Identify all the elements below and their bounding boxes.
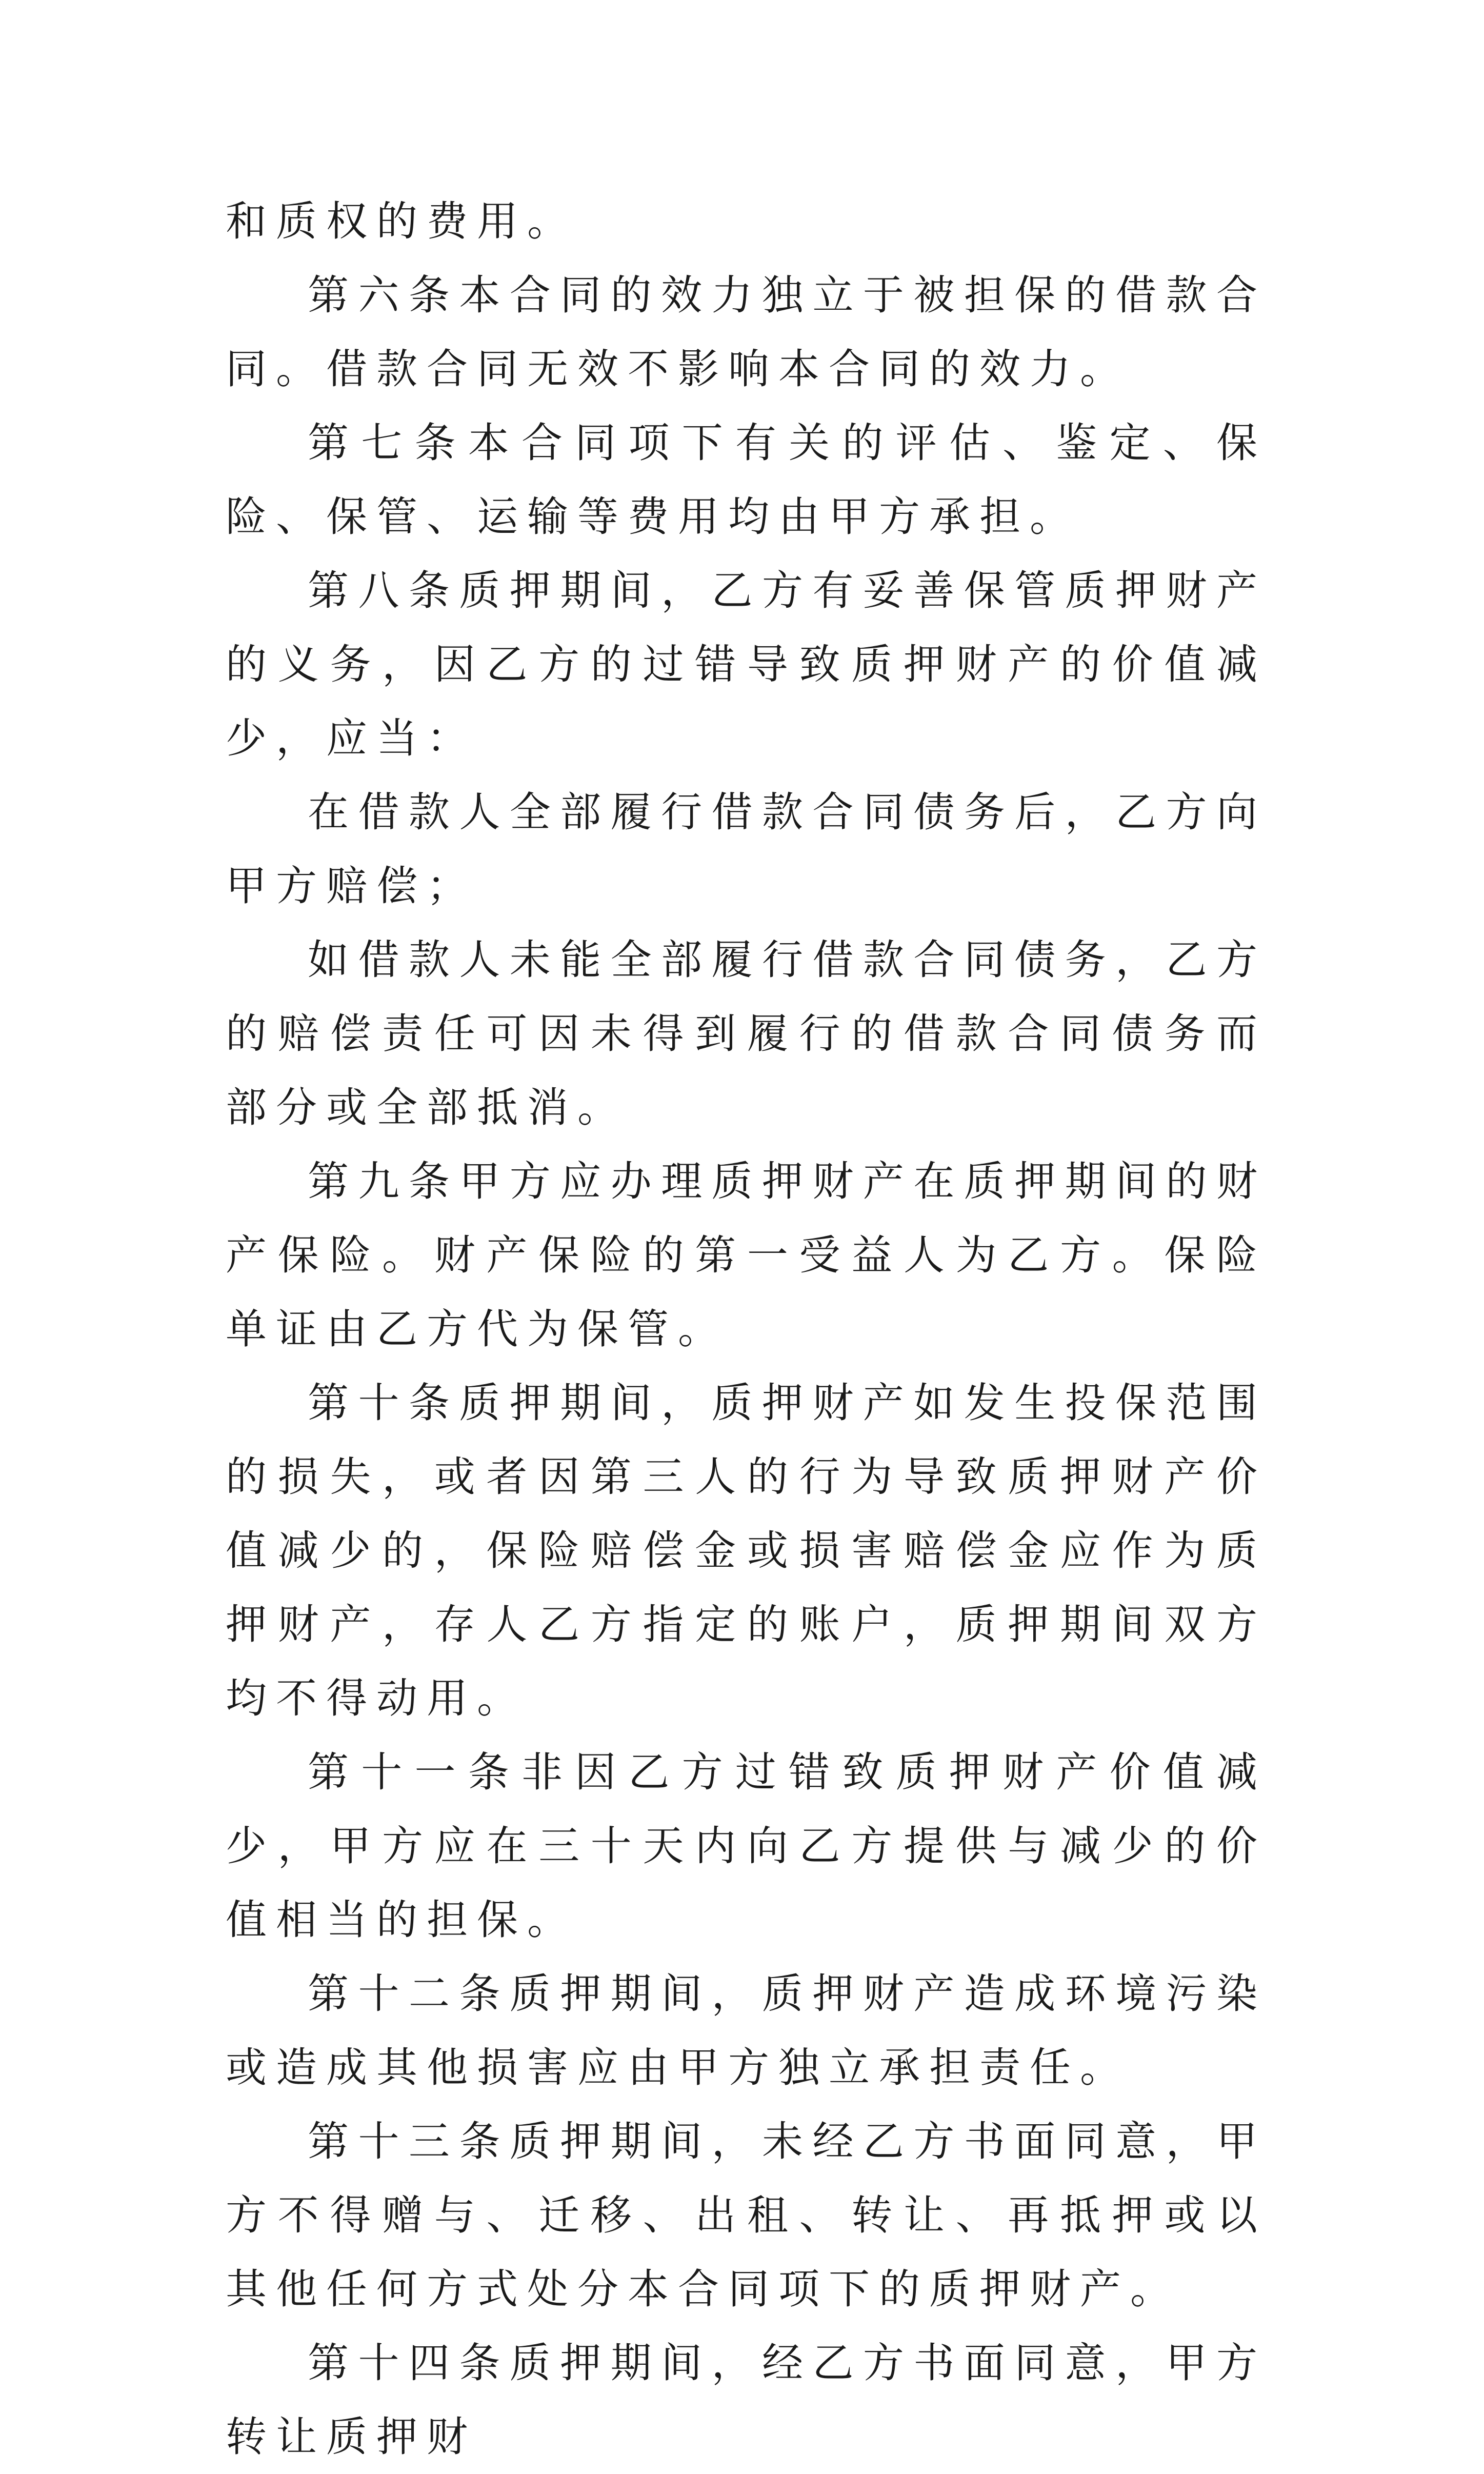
paragraph-article-10: 第十条质押期间，质押财产如发生投保范围的损失，或者因第三人的行为导致质押财产价值减少的，保险赔偿金或损害赔偿金应作为质押财产，存人乙方指定的账户，质押期间双方均不得动用。 [226,1379,1267,1722]
paragraph-article-6: 第六条本合同的效力独立于被担保的借款合同。借款合同无效不影响本合同的效力。 [226,271,1267,393]
paragraph-article-9: 第九条甲方应办理质押财产在质押期间的财产保险。财产保险的第一受益人为乙方。保险单证由乙方代为保管。 [226,1158,1267,1353]
paragraph-article-8: 第八条质押期间，乙方有妥善保管质押财产的义务，因乙方的过错导致质押财产的价值减少，应当： [226,567,1267,762]
paragraph-article-8-item-2: 如借款人未能全部履行借款合同债务，乙方的赔偿责任可因未得到履行的借款合同债务而部分或全部抵消。 [226,936,1267,1131]
paragraph: 和质权的费用。 [226,197,577,245]
document-body [226,185,1267,2474]
paragraph-article-12: 第十二条质押期间，质押财产造成环境污染或造成其他损害应由甲方独立承担责任。 [226,1970,1267,2091]
paragraph-article-7: 第七条本合同项下有关的评估、鉴定、保险、保管、运输等费用均由甲方承担。 [226,419,1267,541]
paragraph-article-11: 第十一条非因乙方过错致质押财产价值减少，甲方应在三十天内向乙方提供与减少的价值相当的担保。 [226,1748,1267,1944]
paragraph-article-13: 第十三条质押期间，未经乙方书面同意，甲方不得赠与、迁移、出租、转让、再抵押或以其他任何方式处分本合同项下的质押财产。 [226,2118,1267,2313]
paragraph-article-14: 第十四条质押期间，经乙方书面同意，甲方转让质押财 [226,2339,1267,2461]
paragraph-article-8-item-1: 在借款人全部履行借款合同债务后，乙方向甲方赔偿； [226,788,1267,910]
